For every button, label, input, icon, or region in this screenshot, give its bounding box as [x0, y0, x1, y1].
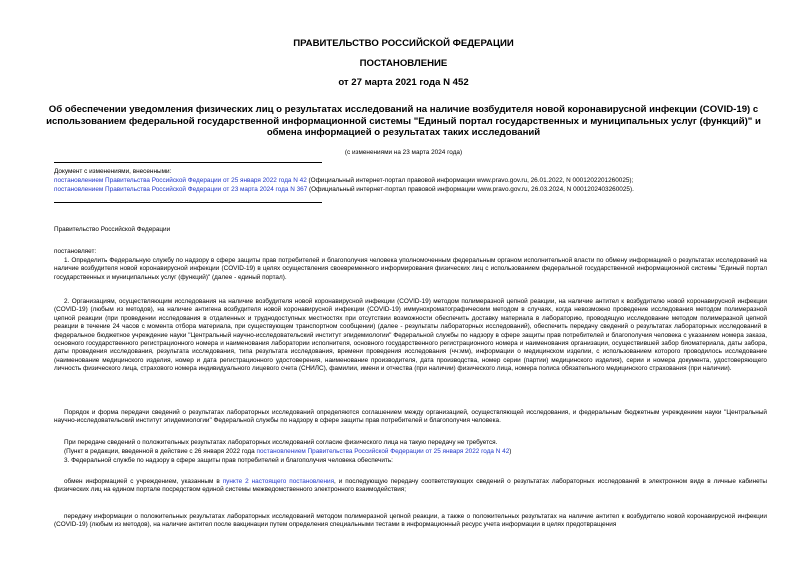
paragraph-7-text: передачу информации о положительных результатах лабораторных исследований методом полимеразной цепной реакции, а также о положительных результатах на наличие антител к возбудителю новой коронавирусной инфекции (COVID-19) (любым из методов), на наличие антител после вакцинации путем определения специальными тестами в информационный ресурс учета информации в целях предотвращения — [54, 513, 767, 529]
paragraph-6 — [54, 478, 767, 495]
note-suffix: ) — [509, 448, 512, 455]
decides-text: постановляет: — [54, 248, 97, 255]
paragraph-2-text: 2. Организациям, осуществляющим исследования на наличие возбудителя новой коронавирусной инфекции (COVID-19) методом полимеразной цепной реакции, на наличие антител к возбудителю новой коронавирусной инфекции (COVID-19) (любым из методов), на наличие антигена возбудителя новой коронавирусной инфекции (COVID-19) иммунохроматографическим методом в случаях, когда невозможно проведение исследования методом полимеразной цепной реакции (при проведении исследования в отдаленных и труднодоступных местностях при отсутствии возможности обеспечить доставку материала в лабораторию, проводящую исследование методом полимеразной цепной реакции в течение 24 часов с момента отбора материала, при существующем транспортном сообщении) (далее - результаты лабораторных исследований), обеспечить передачу сведений о результатах лабораторных исследований в федеральное бюджетное учреждение науки "Центральный научно-исследовательский институт эпидемиологии" Федеральной службы по надзору в сфере защиты прав потребителей и благополучия человека с указанием номера заказа, основного государственного регистрационного номера и наименования лаборатории исполнителя, основного государственного регистрационного номера и наименования организации, осуществившей забор биоматериала, даты забора, даты проведения исследования, результата исследования, типа результата исследования, времени проведения исследования (чч:мм), информации о медицинском изделии, с использованием которого проводилось исследование (наименование медицинского изделия, номер и дата регистрационного удостоверения, наименование производителя, дата производства, номер серии (партии) медицинского изделия), серии и номера документа, удостоверяющего личность физического лица, страхового номера индивидуального лицевого счета (СНИЛС), фамилии, имени и отчества (при наличии) физического лица, номера полиса обязательного медицинского страхования (при наличии). — [54, 298, 767, 373]
government-heading: ПРАВИТЕЛЬСТВО РОССИЙСКОЙ ФЕДЕРАЦИИ — [293, 38, 514, 49]
changes-intro: Документ с изменениями, внесенными: — [54, 168, 172, 175]
revision-note: (с изменениями на 23 марта 2024 года) — [344, 149, 463, 156]
p6-suffix: , и последующую передачу соответствующих сведений о результатах лабораторных исследований в электронном виде в личные кабинеты физических лиц на едином портале посредством единой системы межведомственного электронного взаимодействия; — [54, 478, 767, 494]
change-item-tail: (Официальный интернет-портал правовой информации www.pravo.gov.ru, 26.01.2022, N 0001202201260025); — [306, 177, 634, 184]
paragraph-1 — [54, 257, 767, 282]
point-2-link[interactable]: пункте 2 настоящего постановления — [222, 478, 335, 485]
note-prefix: (Пункт в редакции, введенной в действие с 26 января 2022 года — [64, 448, 257, 455]
paragraph-4-note — [54, 448, 767, 456]
paragraph-1-text: 1. Определить Федеральную службу по надзору в сфере защиты прав потребителей и благополучия человека уполномоченным федеральным органом исполнительной власти по обмену информацией о результатах исследований на наличие возбудителя новой коронавирусной инфекции (COVID-19) в целях осуществления своевременного информирования физических лиц с использованием федеральной государственной информационной системы "Единый портал государственных и муниципальных услуг (функций)" (далее - единый портал). — [54, 257, 767, 281]
document-date-number: от 27 марта 2021 года N 452 — [338, 77, 469, 88]
note-link-2022[interactable]: постановлением Правительства Российской Федерации от 25 января 2022 года N 42 — [256, 448, 510, 455]
issuer-text: Правительство Российской Федерации — [54, 226, 171, 233]
paragraph-4-text: При передаче сведений о положительных результатах лабораторных исследований согласие физического лица на такую передачу не требуется. — [64, 439, 498, 446]
divider-top — [54, 162, 322, 163]
change-link-2024[interactable]: постановлением Правительства Российской Федерации от 23 марта 2024 года N 367 — [54, 186, 308, 193]
change-item — [54, 177, 633, 185]
paragraph-7 — [54, 513, 767, 530]
change-item-tail: (Официальный интернет-портал правовой информации www.pravo.gov.ru, 26.03.2024, N 0001202403260025). — [307, 186, 634, 193]
paragraph-5 — [54, 457, 767, 465]
paragraph-2 — [54, 298, 767, 374]
paragraph-5-text: 3. Федеральной службе по надзору в сфере защиты прав потребителей и благополучия человека обеспечить: — [64, 457, 393, 464]
change-link-2022[interactable]: постановлением Правительства Российской Федерации от 25 января 2022 года N 42 — [54, 177, 307, 184]
document-title: Об обеспечении уведомления физических лиц о результатах исследований на наличие возбудителя новой коронавирусной инфекции (COVID-19) с использованием федеральной государственной информационной системы "Единый портал государственных и муниципальных услуг (функций)" и обмена информацией о результатах таких исследований — [46, 104, 761, 138]
p6-prefix: обмен информацией с учреждением, указанным в — [64, 478, 223, 485]
divider-bottom — [54, 202, 322, 203]
document-type-heading: ПОСТАНОВЛЕНИЕ — [359, 58, 448, 69]
paragraph-3-text: Порядок и форма передачи сведений о результатах лабораторных исследований определяются соглашением между организацией, осуществляющей исследования, и федеральным бюджетным учреждением науки "Центральный научно-исследовательский институт эпидемиологии" Федеральной службы по надзору в сфере защиты прав потребителей и благополучия человека. — [54, 409, 767, 425]
paragraph-4 — [54, 439, 767, 447]
change-item — [54, 186, 634, 194]
paragraph-3 — [54, 409, 767, 426]
